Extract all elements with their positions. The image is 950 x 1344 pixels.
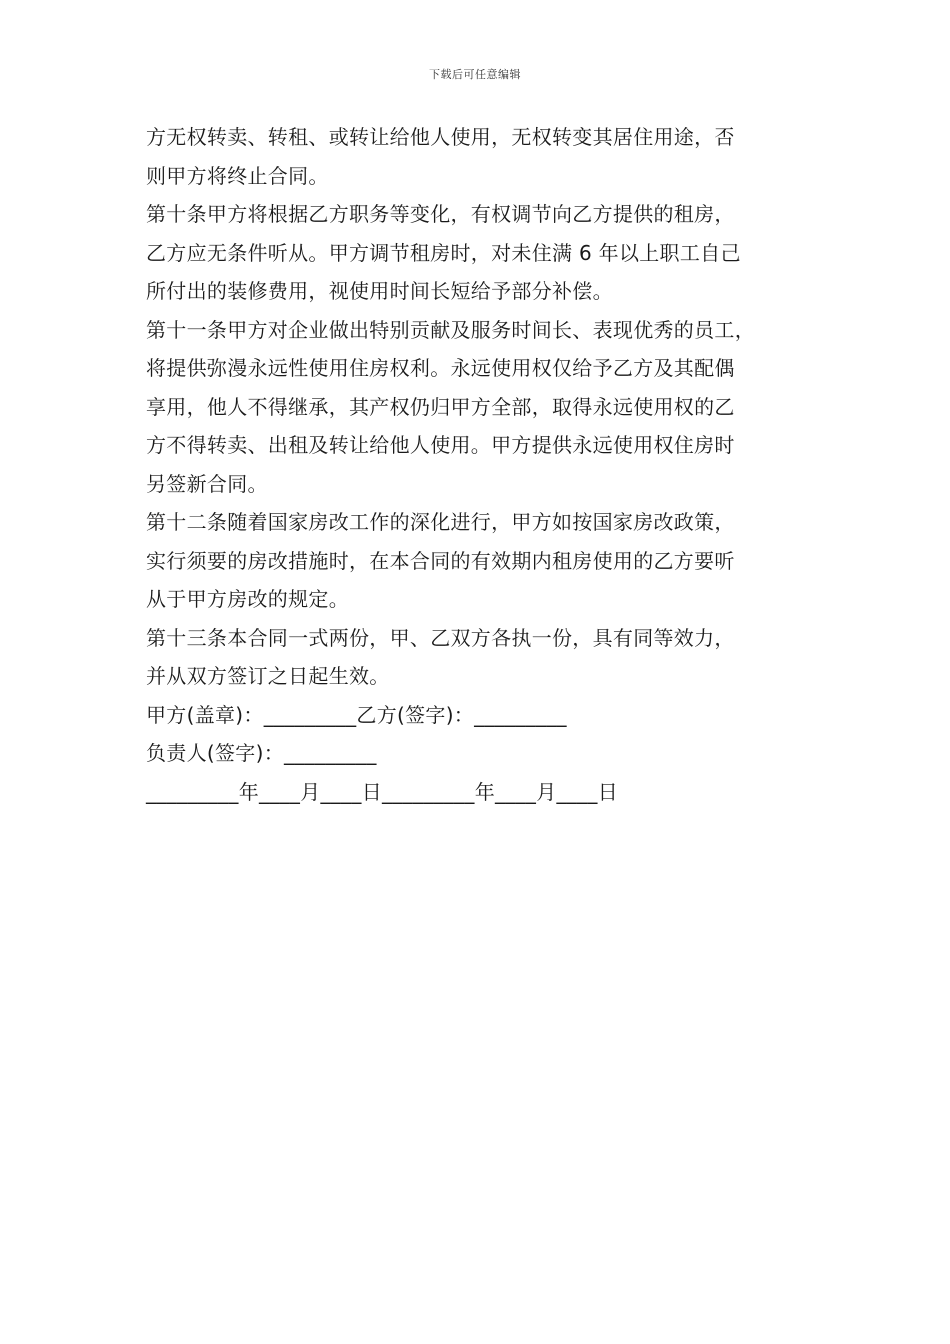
paragraph-line: 从于甲方房改的规定。 (146, 587, 349, 611)
document-body (146, 118, 826, 811)
paragraph-line: 实行须要的房改措施时，在本合同的有效期内租房使用的乙方要听 (146, 548, 735, 573)
signature-line-responsible: 负责人(签字)：_________ (146, 741, 377, 765)
header-note: 下载后可任意编辑 (429, 68, 521, 81)
paragraph-line: 享用，他人不得继承，其产权仍归甲方全部，取得永远使用权的乙 (146, 394, 735, 419)
paragraph-line: 则甲方将终止合同。 (146, 163, 329, 188)
paragraph-line: 将提供弥漫永远性使用住房权利。永远使用权仅给予乙方及其配偶 (146, 356, 735, 380)
clause-10-line: 第十条甲方将根据乙方职务等变化，有权调节向乙方提供的租房， (146, 202, 735, 226)
date-line: _________年____月____日_________年____月____日 (146, 779, 618, 804)
clause-12-line: 第十二条随着国家房改工作的深化进行，甲方如按国家房改政策， (146, 510, 735, 534)
clause-11-line: 第十一条甲方对企业做出特别贡献及服务时间长、表现优秀的员工， (146, 317, 755, 342)
paragraph-line: 另签新合同。 (146, 471, 268, 496)
paragraph-line: 并从双方签订之日起生效。 (146, 664, 390, 688)
clause-13-line: 第十三条本合同一式两份，甲、乙双方各执一份，具有同等效力， (146, 625, 735, 650)
paragraph-line: 所付出的装修费用，视使用时间长短给予部分补偿。 (146, 279, 613, 303)
paragraph-line: 方不得转卖、出租及转让给他人使用。甲方提供永远使用权住房时 (146, 433, 735, 457)
paragraph-line: 方无权转卖、转租、或转让给他人使用，无权转变其居住用途，否 (146, 125, 735, 149)
paragraph-line: 乙方应无条件听从。甲方调节租房时，对未住满 6 年以上职工自己 (146, 240, 741, 265)
signature-line-parties: 甲方(盖章)：_________乙方(签字)：_________ (146, 702, 567, 727)
